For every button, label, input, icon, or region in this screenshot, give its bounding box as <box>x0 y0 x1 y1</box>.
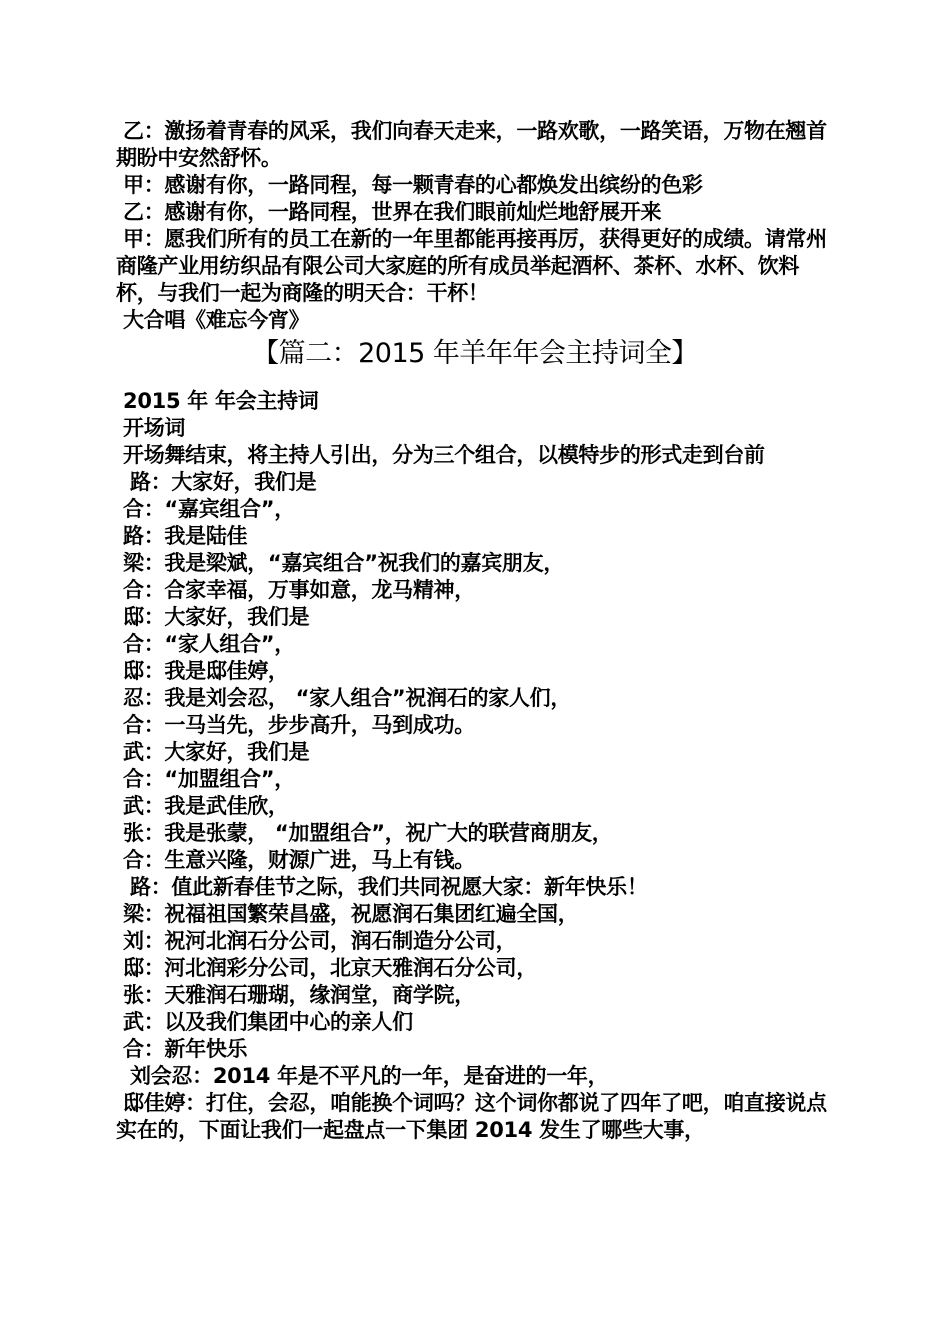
dialogue-line: 邸佳婷：打住，会忍，咱能换个词吗？这个词你都说了四年了吧，咱直接说点实在的，下面让我们一起盘点一下集团 2014 发生了哪些大事， <box>116 1091 827 1142</box>
dialogue-line: 刘会忍：2014 年是不平凡的一年，是奋进的一年， <box>116 1064 609 1088</box>
dialogue-line: 梁：我是梁斌，“嘉宾组合”祝我们的嘉宾朋友， <box>116 551 565 575</box>
dialogue-line: 邸：我是邸佳婷， <box>116 659 289 683</box>
dialogue-line: 忍：我是刘会忍， “家人组合”祝润石的家人们， <box>116 686 572 710</box>
dialogue-line: 合：“加盟组合”， <box>116 767 295 791</box>
dialogue-line: 邸：河北润彩分公司，北京天雅润石分公司， <box>116 956 538 980</box>
section-title: 【篇二：2015 年羊年年会主持词全】 <box>252 338 698 369</box>
dialogue-line: 乙：感谢有你，一路同程，世界在我们眼前灿烂地舒展开来 <box>116 200 662 224</box>
dialogue-line: 合：生意兴隆，财源广进，马上有钱。 <box>116 848 475 872</box>
dialogue-line: 合：“家人组合”， <box>116 632 295 656</box>
dialogue-line: 梁：祝福祖国繁荣昌盛，祝愿润石集团红遍全国， <box>116 902 579 926</box>
heading-line: 2015 年 年会主持词 <box>116 389 319 413</box>
dialogue-line: 武：以及我们集团中心的亲人们 <box>116 1010 413 1034</box>
dialogue-line: 张：天雅润石珊瑚，缘润堂，商学院， <box>116 983 475 1007</box>
dialogue-line: 大合唱《难忘今宵》 <box>116 308 310 332</box>
dialogue-line: 武：大家好，我们是 <box>116 740 310 764</box>
dialogue-line: 刘：祝河北润石分公司，润石制造分公司， <box>116 929 517 953</box>
dialogue-line: 甲：愿我们所有的员工在新的一年里都能再接再厉，获得更好的成绩。请常州商隆产业用纺织品有限公司大家庭的所有成员举起酒杯、茶杯、水杯、饮料杯，与我们一起为商隆的明天合：干杯！ <box>116 227 827 305</box>
dialogue-line: 邸：大家好，我们是 <box>116 605 310 629</box>
dialogue-line: 乙：激扬着青春的风采，我们向春天走来，一路欢歌，一路笑语，万物在翘首期盼中安然舒怀。 <box>116 119 827 170</box>
dialogue-line: 合：一马当先，步步高升，马到成功。 <box>116 713 475 737</box>
script-part-one <box>116 118 832 334</box>
stage-direction: 开场舞结束，将主持人引出，分为三个组合，以模特步的形式走到台前 <box>116 443 765 467</box>
dialogue-line: 路：我是陆佳 <box>116 524 248 548</box>
script-part-two <box>116 388 832 1144</box>
dialogue-line: 合：新年快乐 <box>116 1037 248 1061</box>
dialogue-line: 张：我是张蒙， “加盟组合”，祝广大的联营商朋友， <box>116 821 613 845</box>
dialogue-line: 路：值此新春佳节之际，我们共同祝愿大家：新年快乐！ <box>116 875 648 899</box>
dialogue-line: 路：大家好，我们是 <box>116 470 317 494</box>
dialogue-line: 甲：感谢有你，一路同程，每一颗青春的心都焕发出缤纷的色彩 <box>116 173 703 197</box>
dialogue-line: 合：“嘉宾组合”， <box>116 497 295 521</box>
heading-line: 开场词 <box>116 416 186 440</box>
dialogue-line: 武：我是武佳欣， <box>116 794 289 818</box>
dialogue-line: 合：合家幸福，万事如意，龙马精神， <box>116 578 475 602</box>
